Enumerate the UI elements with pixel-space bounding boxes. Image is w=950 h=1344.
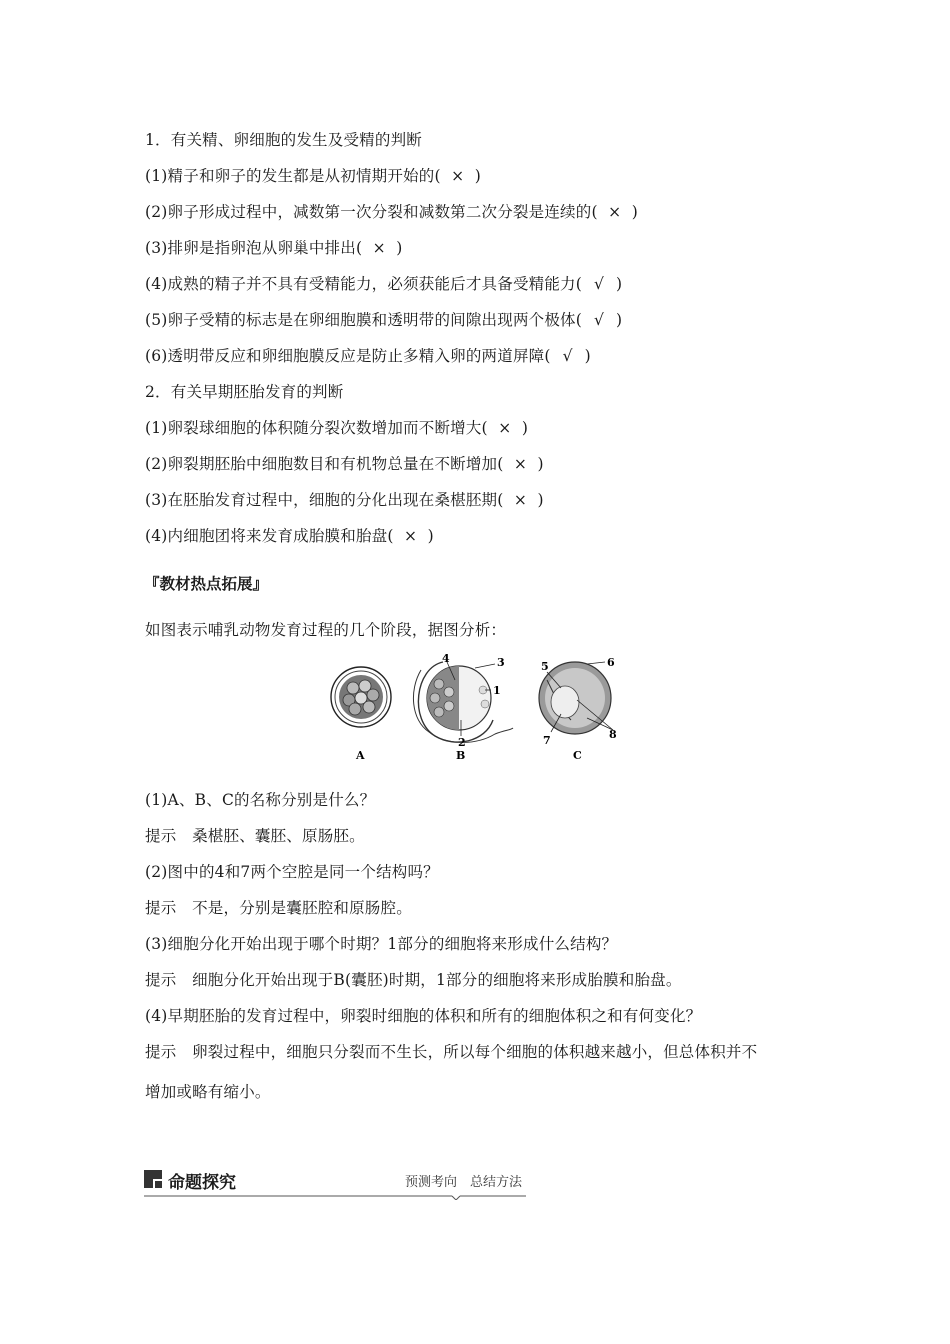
morula-illustration: [331, 667, 391, 727]
item-text: (3)在胚胎发育过程中，细胞的分化出现在桑椹胚期(: [145, 491, 504, 509]
cross-mark: ×: [498, 419, 512, 437]
item-text: (6)透明带反应和卵细胞膜反应是防止多精入卵的两道屏障(: [145, 347, 551, 365]
figure-label-4: 4: [442, 652, 450, 665]
item-close: ): [616, 275, 623, 293]
figure-label-7: 7: [543, 734, 551, 747]
section2-heading: 2．有关早期胚胎发育的判断: [145, 383, 344, 401]
banner-title: 命题探究: [168, 1173, 236, 1193]
figure-label-a: A: [356, 749, 365, 762]
figure-label-5: 5: [541, 660, 549, 673]
item-text: (4)内细胞团将来发育成胎膜和胎盘(: [145, 527, 394, 545]
gastrula-illustration: [539, 662, 613, 734]
figure-label-6: 6: [607, 656, 615, 669]
judgment-item-2-1: [145, 416, 528, 438]
banner-divider: [144, 1194, 526, 1200]
item-text: (1)精子和卵子的发生都是从初情期开始的(: [145, 167, 441, 185]
cross-mark: ×: [451, 167, 465, 185]
item-text: (3)排卵是指卵泡从卵巢中排出(: [145, 239, 363, 257]
answer-2: 提示 不是，分别是囊胚腔和原肠腔。: [145, 899, 412, 917]
answer-4-continued: 增加或略有缩小。: [145, 1083, 271, 1101]
figure-label-1: 1: [493, 684, 501, 697]
judgment-item-2-4: [145, 524, 434, 546]
cross-mark: ×: [513, 491, 528, 509]
blastocyst-illustration: [413, 662, 513, 742]
banner-subtitle: 预测考向 总结方法: [404, 1175, 522, 1190]
check-mark: √: [593, 275, 605, 293]
question-4: (4)早期胚胎的发育过程中，卵裂时细胞的体积和所有的细胞体积之和有何变化？: [145, 1007, 702, 1025]
item-close: ): [631, 203, 638, 221]
question-2: (2)图中的4和7两个空腔是同一个结构吗？: [145, 863, 439, 881]
check-mark: √: [562, 347, 573, 365]
item-close: ): [474, 167, 481, 185]
judgment-item-1-3: [145, 236, 402, 258]
answer-4: 提示 卵裂过程中，细胞只分裂而不生长，所以每个细胞的体积越来越小，但总体积并不: [145, 1043, 758, 1061]
answer-3: 提示 细胞分化开始出现于B(囊胚)时期，1部分的细胞将来形成胎膜和胎盘。: [145, 971, 682, 989]
expansion-title: 『教材热点拓展』: [144, 575, 269, 593]
item-text: (2)卵裂期胚胎中细胞数目和有机物总量在不断增加(: [145, 455, 504, 473]
item-text: (2)卵子形成过程中，减数第一次分裂和减数第二次分裂是连续的(: [145, 203, 598, 221]
cross-mark: ×: [372, 239, 386, 257]
item-close: ): [616, 311, 623, 329]
question-1: (1)A、B、C的名称分别是什么？: [145, 791, 376, 809]
item-close: ): [537, 455, 544, 473]
item-text: (1)卵裂球细胞的体积随分裂次数增加而不断增大(: [145, 419, 488, 437]
item-text: (5)卵子受精的标志是在卵细胞膜和透明带的间隙出现两个极体(: [145, 311, 583, 329]
question-3: (3)细胞分化开始出现于哪个时期？1部分的细胞将来形成什么结构？: [145, 935, 618, 953]
figure-label-c: C: [573, 749, 582, 762]
section1-heading: 1．有关精、卵细胞的发生及受精的判断: [145, 131, 422, 149]
figure-label-8: 8: [609, 728, 617, 741]
item-text: (4)成熟的精子并不具有受精能力，必须获能后才具备受精能力(: [145, 275, 583, 293]
judgment-item-1-6: [145, 344, 591, 366]
item-close: ): [396, 239, 403, 257]
judgment-item-1-1: [145, 164, 481, 186]
cross-mark: ×: [608, 203, 622, 221]
check-mark: √: [593, 311, 605, 329]
judgment-item-1-2: [145, 200, 638, 222]
item-close: ): [584, 347, 591, 365]
judgment-item-1-5: [145, 308, 622, 330]
judgment-item-2-3: [145, 488, 544, 510]
item-close: ): [427, 527, 434, 545]
banner-square-icon: [144, 1170, 162, 1188]
figure-label-b: B: [456, 749, 466, 762]
answer-1: 提示 桑椹胚、囊胚、原肠胚。: [145, 827, 365, 845]
figure-label-3: 3: [497, 656, 505, 669]
item-close: ): [537, 491, 544, 509]
figure-label-2: 2: [458, 736, 466, 749]
judgment-item-2-2: [145, 452, 544, 474]
section-banner: [144, 1168, 526, 1202]
cross-mark: ×: [513, 455, 528, 473]
item-close: ): [521, 419, 529, 437]
cross-mark: ×: [404, 527, 418, 545]
embryo-stages-figure: [325, 650, 625, 765]
judgment-item-1-4: [145, 272, 622, 294]
expansion-intro: 如图表示哺乳动物发育过程的几个阶段，据图分析：: [145, 621, 507, 639]
